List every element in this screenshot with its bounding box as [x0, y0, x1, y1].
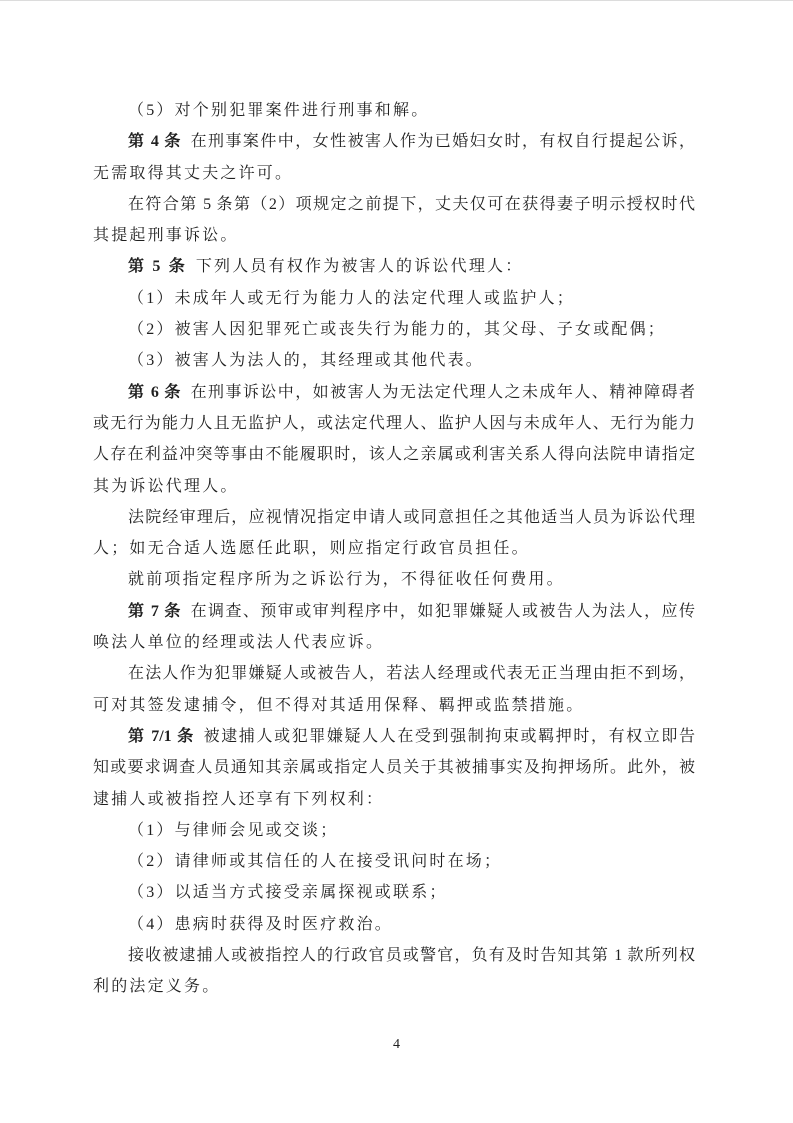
- text-line: （1）未成年人或无行为能力人的法定代理人或监护人；: [128, 289, 576, 307]
- text-line: 逮捕人或被指控人还享有下列权利：: [93, 790, 385, 808]
- text-line: （2）被害人因犯罪死亡或丧失行为能力的，其父母、子女或配偶；: [128, 321, 667, 339]
- text-line: 就前项指定程序所为之诉讼行为，不得征收任何费用。: [128, 571, 565, 589]
- text-line: 在法人作为犯罪嫌疑人或被告人，若法人经理或代表无正当理由拒不到场，: [128, 665, 695, 683]
- text-line: 第 4 条 在刑事案件中，女性被害人作为已婚妇女时，有权自行提起公诉，: [128, 133, 695, 151]
- article-number-label: 第 7/1 条: [128, 727, 195, 745]
- text-line: （3）被害人为法人的，其经理或其他代表。: [128, 352, 485, 370]
- text-line: 第 7 条 在调查、预审或审判程序中，如犯罪嫌疑人或被告人为法人，应传: [128, 602, 695, 620]
- article-number-label: 第 7 条: [128, 602, 182, 620]
- text-line: 唤法人单位的经理或法人代表应诉。: [93, 634, 385, 652]
- text-line: 无需取得其丈夫之许可。: [93, 164, 294, 182]
- text-line: 第 5 条 下列人员有权作为被害人的诉讼代理人：: [128, 258, 524, 276]
- article-number-label: 第 5 条: [128, 258, 188, 276]
- article-number-label: 第 6 条: [128, 383, 182, 401]
- text-line: 或无行为能力人且无监护人，或法定代理人、监护人因与未成年人、无行为能力: [93, 414, 695, 432]
- text-line: 法院经审理后，应视情况指定申请人或同意担任之其他适当人员为诉讼代理: [128, 508, 695, 526]
- text-line: 接收被逮捕人或被指控人的行政官员或警官，负有及时告知其第 1 款所列权: [128, 947, 695, 965]
- text-line: 第 7/1 条 被逮捕人或犯罪嫌疑人人在受到强制拘束或羁押时，有权立即告: [128, 727, 695, 745]
- text-line: 其为诉讼代理人。: [93, 477, 239, 495]
- text-line: 在符合第 5 条第（2）项规定之前提下，丈夫仅可在获得妻子明示授权时代: [128, 195, 695, 213]
- text-line: 知或要求调查人员通知其亲属或指定人员关于其被捕事实及拘押场所。此外，被: [93, 759, 695, 777]
- text-line: （5）对个别犯罪案件进行刑事和解。: [128, 102, 430, 119]
- text-line: （3）以适当方式接受亲属探视或联系；: [128, 884, 448, 902]
- text-line: 可对其签发逮捕令，但不得对其适用保释、羁押或监禁措施。: [93, 696, 585, 714]
- text-line: 利的法定义务。: [93, 978, 221, 996]
- text-line: 其提起刑事诉讼。: [93, 227, 239, 245]
- text-line: （1）与律师会见或交谈；: [128, 821, 339, 839]
- article-number-label: 第 4 条: [128, 133, 182, 151]
- text-line: （4）患病时获得及时医疗救治。: [128, 915, 394, 933]
- text-line: 人存在利益冲突等事由不能履职时，该人之亲属或利害关系人得向法院申请指定: [93, 446, 695, 464]
- text-line: 人；如无合适人选愿任此职，则应指定行政官员担任。: [93, 540, 530, 558]
- document-body: [93, 95, 695, 1003]
- page-number: 4: [393, 1037, 400, 1052]
- text-line: （2）请律师或其信任的人在接受讯问时在场；: [128, 853, 503, 871]
- text-line: 第 6 条 在刑事诉讼中，如被害人为无法定代理人之未成年人、精神障碍者: [128, 383, 695, 401]
